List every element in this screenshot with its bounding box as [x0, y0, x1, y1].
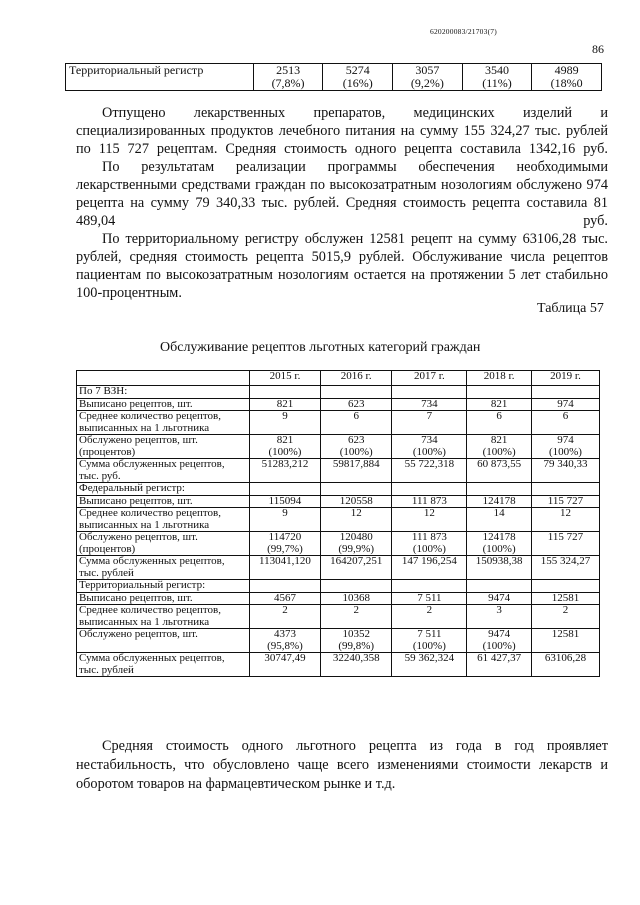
- table-cell: 9474: [467, 592, 532, 605]
- table-cell: 12: [531, 508, 599, 532]
- table-cell: [531, 435, 599, 459]
- section-label: Территориальный регистр:: [77, 580, 250, 593]
- table-cell: 60 873,55: [467, 459, 532, 483]
- section-row: [77, 580, 600, 593]
- cell-value: 974: [557, 434, 574, 446]
- table-cell: [462, 64, 532, 91]
- table-cell: 2: [250, 605, 321, 629]
- table-cell: 7 511: [392, 592, 467, 605]
- table-cell: [320, 435, 391, 459]
- cell-percent: (100%): [482, 542, 516, 555]
- table-cell: 32240,358: [320, 653, 391, 677]
- cell-percent: (7,8%): [271, 76, 305, 90]
- cell-percent: (100%): [482, 639, 516, 652]
- table-cell: [531, 629, 599, 653]
- cell-percent: (99,9%): [338, 542, 375, 555]
- header-year: 2016 г.: [320, 371, 391, 386]
- table-cell: 111 873: [392, 495, 467, 508]
- header-empty-cell: [77, 371, 250, 386]
- table-cell: [392, 629, 467, 653]
- continued-table: [65, 63, 602, 91]
- cell-value: 12581: [551, 628, 580, 640]
- table-cell: [393, 64, 463, 91]
- table-cell: 974: [531, 398, 599, 411]
- table-cell: [392, 483, 467, 496]
- table-cell: [467, 532, 532, 556]
- row-label: Обслужено рецептов, шт.: [77, 629, 250, 653]
- cell-percent: (100%): [548, 445, 582, 458]
- table-row: [77, 398, 600, 411]
- table-cell: 55 722,318: [392, 459, 467, 483]
- table-cell: [531, 386, 599, 399]
- table-row: [77, 653, 600, 677]
- table-cell: [392, 435, 467, 459]
- table-row: [77, 435, 600, 459]
- prescriptions-table: [76, 370, 600, 677]
- table-cell: [250, 386, 321, 399]
- table-cell: 14: [467, 508, 532, 532]
- row-label: Сумма обслуженных рецептов, тыс. руб.: [77, 459, 250, 483]
- table-cell: 12: [392, 508, 467, 532]
- table-cell: 6: [320, 411, 391, 435]
- paragraph-dispensed: Отпущено лекарственных препаратов, медицинских изделий и специализированных продуктов лечебного питания на сумму 155 324,27 тыс. рублей по 115 727 рецептам. Средняя стоимость одного рецепта составила 1342,16 руб.: [76, 105, 608, 157]
- cell-value: 4989: [554, 63, 579, 77]
- table-cell: [250, 532, 321, 556]
- table-cell: [467, 580, 532, 593]
- table-cell: 623: [320, 398, 391, 411]
- table-cell: 51283,212: [250, 459, 321, 483]
- table-cell: 150938,38: [467, 556, 532, 580]
- table-cell: [467, 435, 532, 459]
- paragraph-high-cost: По результатам реализации программы обеспечения необходимыми лекарственными средствами граждан по высокозатратным нозологиям обслужено 974 рецепта на сумму 79 340,33 тыс. рублей. Средняя стоимость рецепта составила 81 489,04 руб.: [76, 159, 608, 229]
- cell-value: 7 511: [417, 628, 442, 640]
- table-cell: [320, 532, 391, 556]
- row-label: Выписано рецептов, шт.: [77, 495, 250, 508]
- table-cell: 734: [392, 398, 467, 411]
- cell-value: 623: [347, 434, 365, 446]
- header-year: 2019 г.: [531, 371, 599, 386]
- table-cell: 10368: [320, 592, 391, 605]
- table-cell: 59 362,324: [392, 653, 467, 677]
- table-row: [77, 495, 600, 508]
- table-cell: [392, 580, 467, 593]
- cell-percent: (100%): [412, 639, 446, 652]
- paragraph-territorial: По территориальному регистру обслужен 12581 рецепт на сумму 63106,28 тыс. рублей, средняя стоимость рецепта 5015,9 рублей. Обслуживание числа рецептов пациентам по высокозатратным нозологиям остается на протяжении 5 лет стабильно 100-процентным.: [76, 231, 608, 301]
- row-label: Выписано рецептов, шт.: [77, 592, 250, 605]
- cell-value: 115 727: [547, 531, 584, 543]
- table-row: [77, 592, 600, 605]
- table-cell: [320, 580, 391, 593]
- cell-value: 821: [276, 434, 294, 446]
- cell-percent: (100%): [482, 445, 516, 458]
- section-row: [77, 386, 600, 399]
- cell-percent: (11%): [482, 76, 512, 90]
- row-label: Сумма обслуженных рецептов, тыс. рублей: [77, 556, 250, 580]
- row-label: Территориальный регистр: [66, 64, 254, 91]
- cell-value: 821: [490, 434, 508, 446]
- table-row: [77, 556, 600, 580]
- cell-percent: (9,2%): [410, 76, 444, 90]
- table-row: [77, 508, 600, 532]
- table-row: [77, 605, 600, 629]
- cell-percent: (99,7%): [267, 542, 303, 555]
- header-year: 2015 г.: [250, 371, 321, 386]
- table-row: [77, 411, 600, 435]
- table-cell: 120558: [320, 495, 391, 508]
- row-label: Сумма обслуженных рецептов, тыс. рублей: [77, 653, 250, 677]
- cell-percent: (99,8%): [338, 639, 375, 652]
- row-label: Среднее количество рецептов, выписанных на 1 льготника: [77, 605, 250, 629]
- cell-percent: (16%): [342, 76, 373, 90]
- cell-value: 734: [421, 434, 438, 446]
- table-cell: 6: [467, 411, 532, 435]
- table-number: Таблица 57: [537, 301, 604, 316]
- cell-percent: (18%0: [550, 76, 583, 90]
- table-cell: 821: [250, 398, 321, 411]
- cell-value: 114720: [268, 531, 302, 543]
- cell-value: 10352: [342, 628, 370, 640]
- table-cell: 59817,884: [320, 459, 391, 483]
- document-id: 620200083/21703(7): [430, 27, 497, 36]
- section-label: Федеральный регистр:: [77, 483, 250, 496]
- table-row: [77, 459, 600, 483]
- table-cell: 6: [531, 411, 599, 435]
- section-label: По 7 ВЗН:: [77, 386, 250, 399]
- table-cell: [323, 64, 393, 91]
- table-row: [77, 629, 600, 653]
- table-cell: [531, 580, 599, 593]
- table-row: [66, 64, 602, 91]
- cell-value: 9474: [488, 628, 511, 640]
- cell-percent: (100%): [412, 542, 446, 555]
- table-cell: [531, 532, 599, 556]
- section-row: [77, 483, 600, 496]
- table-cell: 821: [467, 398, 532, 411]
- cell-value: 111 873: [411, 531, 447, 543]
- cell-value: 2513: [276, 63, 301, 77]
- table-cell: [467, 483, 532, 496]
- table-cell: 113041,120: [250, 556, 321, 580]
- row-label: Обслужено рецептов, шт. (процентов): [77, 532, 250, 556]
- cell-value: 5274: [345, 63, 370, 77]
- table-cell: [531, 483, 599, 496]
- cell-percent: (100%): [268, 445, 302, 458]
- cell-value: 3540: [484, 63, 509, 77]
- header-year: 2018 г.: [467, 371, 532, 386]
- table-cell: 12: [320, 508, 391, 532]
- cell-value: 120480: [339, 531, 373, 543]
- table-cell: 9: [250, 508, 321, 532]
- table-cell: 2: [392, 605, 467, 629]
- table-cell: [392, 386, 467, 399]
- table-cell: 115 727: [531, 495, 599, 508]
- table-title: Обслуживание рецептов льготных категорий граждан: [160, 340, 481, 355]
- table-cell: [320, 629, 391, 653]
- cell-value: 3057: [415, 63, 440, 77]
- paragraph-conclusion: Средняя стоимость одного льготного рецепта из года в год проявляет нестабильность, что обусловлено чаще всего изменениями стоимости лекарств и оборотом товаров на фармацевтическом рынке и т.д.: [76, 738, 608, 792]
- table-cell: 12581: [531, 592, 599, 605]
- table-cell: [467, 629, 532, 653]
- table-cell: [250, 629, 321, 653]
- cell-percent: (100%): [339, 445, 373, 458]
- page-number: 86: [592, 42, 604, 56]
- cell-percent: (95,8%): [267, 639, 303, 652]
- table-cell: 79 340,33: [531, 459, 599, 483]
- table-cell: 61 427,37: [467, 653, 532, 677]
- cell-value: 4373: [273, 628, 296, 640]
- table-cell: [250, 580, 321, 593]
- table-cell: 124178: [467, 495, 532, 508]
- table-cell: 3: [467, 605, 532, 629]
- table-cell: 63106,28: [531, 653, 599, 677]
- table-cell: 155 324,27: [531, 556, 599, 580]
- table-cell: [320, 386, 391, 399]
- table-cell: [253, 64, 323, 91]
- table-cell: 115094: [250, 495, 321, 508]
- table-cell: 147 196,254: [392, 556, 467, 580]
- cell-percent: (100%): [412, 445, 446, 458]
- table-cell: [392, 532, 467, 556]
- header-year: 2017 г.: [392, 371, 467, 386]
- table-header-row: [77, 371, 600, 386]
- table-cell: 7: [392, 411, 467, 435]
- table-cell: [532, 64, 602, 91]
- table-cell: 30747,49: [250, 653, 321, 677]
- table-cell: 4567: [250, 592, 321, 605]
- table-cell: 9: [250, 411, 321, 435]
- table-cell: [320, 483, 391, 496]
- table-cell: [250, 435, 321, 459]
- table-cell: 2: [320, 605, 391, 629]
- table-row: [77, 532, 600, 556]
- table-cell: 2: [531, 605, 599, 629]
- table-cell: [250, 483, 321, 496]
- row-label: Обслужено рецептов, шт. (процентов): [77, 435, 250, 459]
- row-label: Выписано рецептов, шт.: [77, 398, 250, 411]
- cell-value: 124178: [482, 531, 516, 543]
- row-label: Среднее количество рецептов, выписанных на 1 льготника: [77, 411, 250, 435]
- table-cell: [467, 386, 532, 399]
- row-label: Среднее количество рецептов, выписанных на 1 льготника: [77, 508, 250, 532]
- table-cell: 164207,251: [320, 556, 391, 580]
